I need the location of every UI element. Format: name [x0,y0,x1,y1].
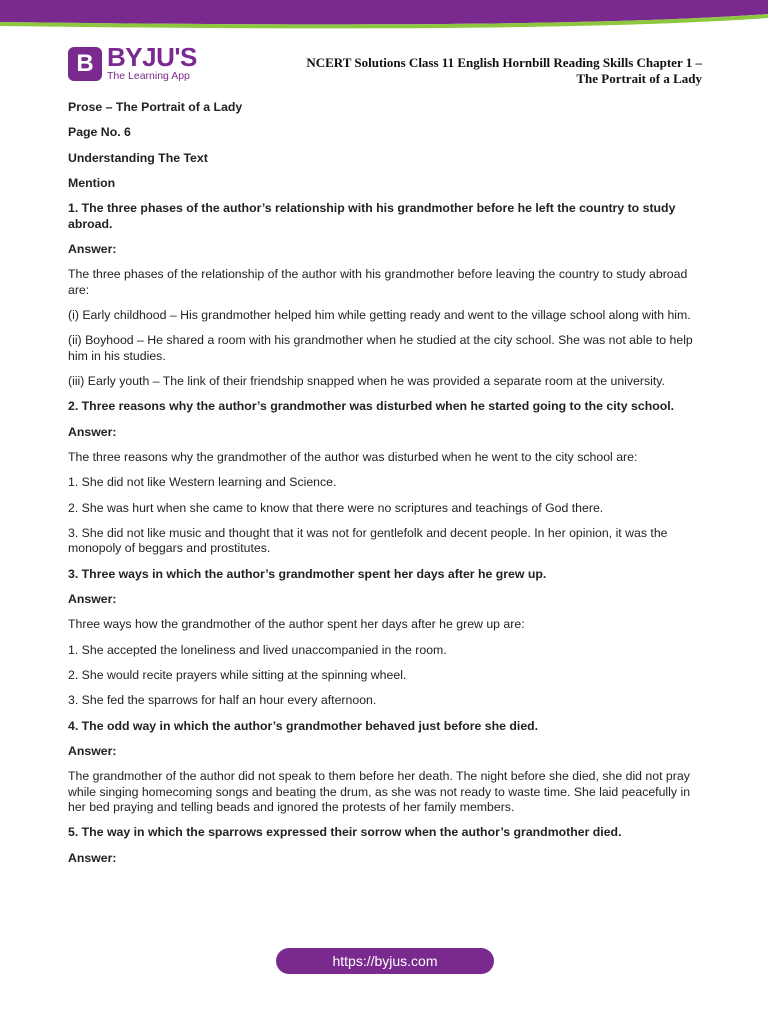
document-body [68,100,704,876]
answer-label-1: Answer: [68,241,117,256]
answer-2-point-3: 3. She did not like music and thought that it was not for gentlefolk and decent people. In her opinion, it was the monopoly of beggars and prostitutes. [68,525,668,556]
logo-brand-name: BYJU'S [107,42,197,72]
answer-2-point-1: 1. She did not like Western learning and Science. [68,475,337,490]
answer-2-point-2: 2. She was hurt when she came to know that there were no scriptures and teachings of God there. [68,500,604,515]
question-3: 3. Three ways in which the author’s grandmother spent her days after he grew up. [68,566,547,581]
top-decorative-band [0,0,768,30]
section-heading: Understanding The Text [68,150,208,165]
document-title-line-1: NCERT Solutions Class 11 English Hornbill Reading Skills Chapter 1 – [306,55,702,70]
question-5: 5. The way in which the sparrows expressed their sorrow when the author’s grandmother died. [68,825,622,840]
logo-mark: B [68,47,102,81]
document-title [262,55,702,87]
document-title-line-2: The Portrait of a Lady [576,71,702,86]
answer-label-2: Answer: [68,424,117,439]
answer-1-point-2: (ii) Boyhood – He shared a room with his grandmother when he studied at the city school. She was not able to help him in his studies. [68,333,693,363]
answer-3-point-1: 1. She accepted the loneliness and lived unaccompanied in the room. [68,642,447,657]
answer-2-intro: The three reasons why the grandmother of the author was disturbed when he went to the city school are: [68,450,638,465]
answer-1-point-1: (i) Early childhood – His grandmother helped him while getting ready and went to the village school along with him. [68,308,691,323]
answer-3-intro: Three ways how the grandmother of the author spent her days after he grew up are: [68,617,525,632]
answer-label-5: Answer: [68,850,117,865]
answer-label-4: Answer: [68,743,117,758]
subsection-heading: Mention [68,175,116,190]
question-1: 1. The three phases of the author’s relationship with his grandmother before he left the country to study abroad. [68,201,676,231]
answer-3-point-3: 3. She fed the sparrows for half an hour every afternoon. [68,693,377,708]
page-number: Page No. 6 [68,125,131,140]
logo-tagline: The Learning App [107,70,190,82]
answer-1-point-3: (iii) Early youth – The link of their friendship snapped when he was provided a separate room at the university. [68,374,665,389]
question-4: 4. The odd way in which the author’s grandmother behaved just before she died. [68,718,539,733]
answer-3-point-2: 2. She would recite prayers while sitting at the spinning wheel. [68,667,407,682]
answer-label-3: Answer: [68,592,117,607]
answer-1-intro: The three phases of the relationship of the author with his grandmother before leaving the country to study abroad are: [68,267,688,297]
answer-4-text: The grandmother of the author did not speak to them before her death. The night before she died, she did not pray while singing homecoming songs and beating the drum, as she was not ready to waste time. She laid peacefully in her bed praying and telling beads and ignored the protests of her family members. [68,769,691,815]
website-link[interactable]: https://byjus.com [276,948,494,974]
question-2: 2. Three reasons why the author’s grandmother was disturbed when he started going to the city school. [68,399,675,414]
prose-title: Prose – The Portrait of a Lady [68,100,243,114]
byjus-logo [68,42,197,82]
